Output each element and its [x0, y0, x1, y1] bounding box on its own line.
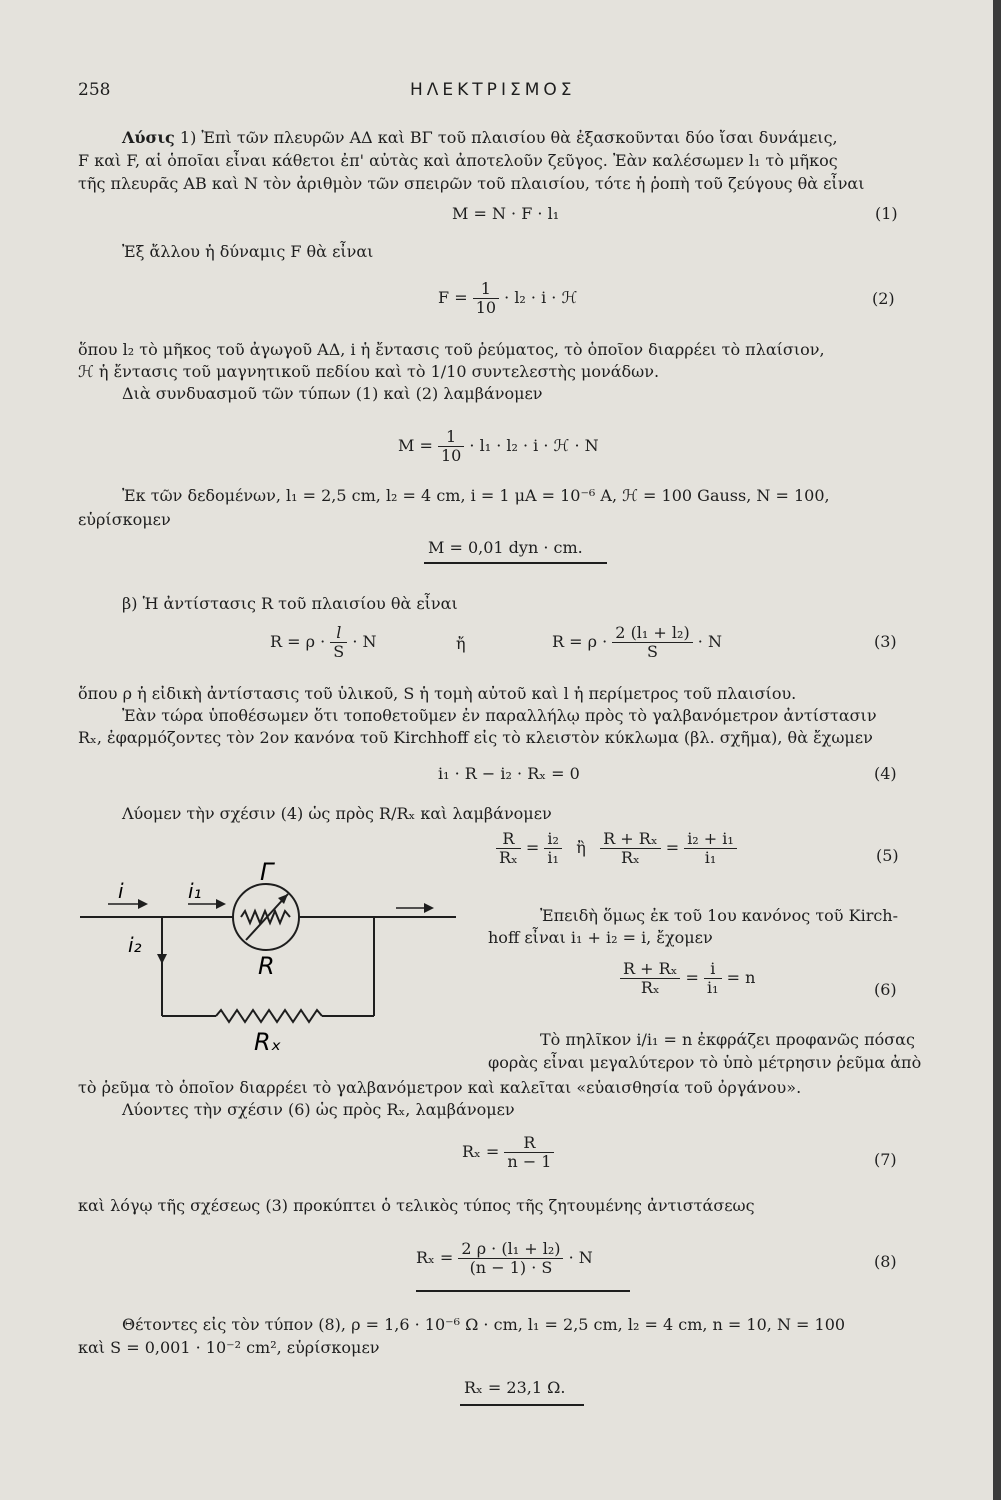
page-edge-shadow [993, 0, 1001, 1500]
equation-6 [620, 960, 755, 997]
numerator: l [336, 623, 342, 642]
fraction [330, 624, 347, 661]
circuit-diagram [78, 860, 478, 1060]
resistor-rx-symbol [216, 1010, 322, 1022]
text-span: 1) Ἐπὶ τῶν πλευρῶν ΑΔ καὶ ΒΓ τοῦ πλαισίου θὰ ἐξασκοῦνται δύο ἴσαι δυνάμεις, [174, 128, 838, 147]
fraction [612, 624, 692, 661]
paragraph-line: Ἐξ ἄλλου ἡ δύναμις F θὰ εἶναι [122, 242, 374, 261]
denominator: Rₓ [620, 978, 680, 997]
denominator: 10 [438, 446, 464, 465]
equation-number: (1) [875, 204, 898, 223]
paragraph-line: Διὰ συνδυασμοῦ τῶν τύπων (1) καὶ (2) λαμβάνομεν [122, 384, 543, 403]
label-i: i [118, 879, 124, 903]
eq-lhs: Rₓ = [416, 1248, 454, 1267]
running-title: ΗΛΕΚΤΡΙΣΜΟΣ [410, 80, 576, 100]
equation-4: i₁ · R − i₂ · Rₓ = 0 [438, 764, 580, 783]
fraction [473, 280, 499, 317]
equation-3b [552, 624, 722, 661]
equation-number: (2) [872, 289, 895, 308]
equation-3a [270, 624, 377, 661]
paragraph-line [122, 128, 838, 148]
paragraph-line: Τὸ πηλῖκον i/i₁ = n ἐκφράζει προφανῶς πόσας [540, 1030, 915, 1049]
equation-2 [438, 280, 577, 317]
equation-1: M = N · F · l₁ [452, 204, 560, 223]
fraction [620, 960, 680, 997]
equation-5 [496, 830, 737, 867]
denominator: Rₓ [496, 848, 521, 867]
paragraph-line: F καὶ F, αἱ ὁποῖαι εἶναι κάθετοι ἐπ' αὐτὰς καὶ ἀποτελοῦν ζεῦγος. Ἐὰν καλέσωμεν l₁ τὸ μῆκος [78, 151, 838, 170]
or-word: ἤ [456, 634, 466, 653]
equals-sign: = [665, 838, 680, 857]
fraction [504, 1134, 554, 1171]
eq-rhs: = n [726, 968, 756, 987]
paragraph-line: εὑρίσκομεν [78, 510, 171, 529]
paragraph-line: hoff εἶναι i₁ + i₂ = i, ἔχομεν [488, 928, 713, 947]
numerator: i [710, 959, 716, 978]
fraction [458, 1240, 563, 1277]
paragraph-line: φορὰς εἶναι μεγαλύτερον τὸ ὑπὸ μέτρησιν ῥεῦμα ἀπὸ [488, 1053, 922, 1072]
numerator: R + Rₓ [623, 959, 678, 978]
eq-lhs: Rₓ = [462, 1142, 500, 1161]
denominator: n − 1 [504, 1152, 554, 1171]
eq-lhs: M = [398, 436, 433, 455]
denominator: Rₓ [600, 848, 660, 867]
paragraph-line: Λύοντες τὴν σχέσιν (6) ὡς πρὸς Rₓ, λαμβάνομεν [122, 1100, 515, 1119]
numerator: i₂ [547, 829, 559, 848]
numerator: 2 ρ · (l₁ + l₂) [461, 1239, 561, 1258]
numerator: 1 [446, 427, 457, 446]
result-moment: M = 0,01 dyn · cm. [428, 538, 583, 557]
paragraph-line: τὸ ῥεῦμα τὸ ὁποῖον διαρρέει τὸ γαλβανόμετρον καὶ καλεῖται «εὐαισθησία τοῦ ὀργάνου». [78, 1078, 802, 1097]
paragraph-line: Rₓ, ἐφαρμόζοντες τὸν 2ον κανόνα τοῦ Kirchhoff εἰς τὸ κλειστὸν κύκλωμα (βλ. σχῆμα), θὰ ἔχωμεν [78, 728, 873, 747]
paragraph-line: ℋ ἡ ἔντασις τοῦ μαγνητικοῦ πεδίου καὶ τὸ 1/10 συντελεστὴς μονάδων. [78, 362, 660, 381]
equation-number: (6) [874, 980, 897, 999]
fraction [438, 428, 464, 465]
eq-lhs: F = [438, 288, 468, 307]
denominator: S [612, 642, 692, 661]
current-i1-arrowhead-icon [216, 899, 226, 909]
numerator: R + Rₓ [603, 829, 658, 848]
eq-rhs: · N [352, 632, 377, 651]
numerator: 2 (l₁ + l₂) [615, 623, 690, 642]
numerator: 1 [480, 279, 491, 298]
fraction [600, 830, 660, 867]
paragraph-line: Ἐκ τῶν δεδομένων, l₁ = 2,5 cm, l₂ = 4 cm, i = 1 μA = 10⁻⁶ A, ℋ = 100 Gauss, N = 100, [122, 486, 830, 505]
label-rx: Rₓ [254, 1028, 282, 1056]
equation-number: (8) [874, 1252, 897, 1271]
paragraph-line: Ἐπειδὴ ὅμως ἐκ τοῦ 1ου κανόνος τοῦ Kirch- [540, 906, 899, 925]
numerator: i₂ + i₁ [687, 829, 734, 848]
eq-lhs: R = ρ · [552, 632, 608, 651]
solution-label: Λύσις [122, 128, 175, 147]
label-i2: i₂ [128, 933, 142, 957]
paragraph-line: καὶ λόγῳ τῆς σχέσεως (3) προκύπτει ὁ τελικὸς τύπος τῆς ζητουμένης ἀντιστάσεως [78, 1196, 755, 1215]
paragraph-line: Λύομεν τὴν σχέσιν (4) ὡς πρὸς R/Rₓ καὶ λαμβάνομεν [122, 804, 552, 823]
eq-lhs: R = ρ · [270, 632, 326, 651]
label-i1: i₁ [188, 879, 202, 903]
equation-8 [416, 1240, 593, 1277]
page-number: 258 [78, 80, 111, 100]
eq-rhs: · l₂ · i · ℋ [504, 288, 578, 307]
equation-7 [462, 1134, 554, 1171]
paragraph-line: ὅπου ρ ἡ εἰδικὴ ἀντίστασις τοῦ ὑλικοῦ, S ἡ τομὴ αὐτοῦ καὶ l ἡ περίμετρος τοῦ πλαισίου. [78, 684, 797, 703]
result-underline [460, 1404, 584, 1406]
eq-rhs: · N [568, 1248, 593, 1267]
result-underline [424, 562, 607, 564]
paragraph-line: Θέτοντες εἰς τὸν τύπον (8), ρ = 1,6 · 10⁻⁶ Ω · cm, l₁ = 2,5 cm, l₂ = 4 cm, n = 10, N = 100 [122, 1315, 846, 1334]
equation-number: (3) [874, 632, 897, 651]
label-gamma: Γ [260, 860, 274, 886]
label-r: R [258, 952, 275, 980]
denominator: (n − 1) · S [458, 1258, 563, 1277]
denominator: i₁ [704, 978, 722, 997]
denominator: S [330, 642, 347, 661]
fraction [684, 830, 737, 867]
paragraph-line: ὅπου l₂ τὸ μῆκος τοῦ ἀγωγοῦ ΑΔ, i ἡ ἔντασις τοῦ ῥεύματος, τὸ ὁποῖον διαρρέει τὸ πλαίσιον, [78, 340, 825, 359]
galvanometer-resistor-symbol [241, 911, 290, 923]
paragraph-line: τῆς πλευρᾶς ΑΒ καὶ Ν τὸν ἀριθμὸν τῶν σπειρῶν τοῦ πλαισίου, τότε ἡ ῥοπὴ τοῦ ζεύγους θὰ εἶναι [78, 174, 865, 193]
paragraph-line: β) Ἡ ἀντίστασις R τοῦ πλαισίου θὰ εἶναι [122, 594, 458, 613]
denominator: 10 [473, 298, 499, 317]
equation-number: (5) [876, 846, 899, 865]
denominator: i₁ [684, 848, 737, 867]
numerator: R [523, 1133, 536, 1152]
or-word: ἢ [576, 838, 586, 857]
fraction [544, 830, 562, 867]
paragraph-line: καὶ S = 0,001 · 10⁻² cm², εὑρίσκομεν [78, 1338, 380, 1357]
equals-sign: = [525, 838, 540, 857]
fraction [496, 830, 521, 867]
equation-number: (4) [874, 764, 897, 783]
output-arrowhead-icon [424, 903, 434, 913]
paragraph-line: Ἐὰν τώρα ὑποθέσωμεν ὅτι τοποθετοῦμεν ἐν παραλλήλῳ πρὸς τὸ γαλβανόμετρον ἀντίστασιν [122, 706, 877, 725]
current-i2-arrowhead-icon [157, 954, 167, 964]
equals-sign: = [685, 968, 699, 987]
eq-rhs: · l₁ · l₂ · i · ℋ · N [469, 436, 599, 455]
result-resistance: Rₓ = 23,1 Ω. [464, 1378, 566, 1397]
equation-moment [398, 428, 599, 465]
numerator: R [502, 829, 515, 848]
equation-number: (7) [874, 1150, 897, 1169]
formula-underline [416, 1290, 630, 1292]
eq-rhs: · N [697, 632, 722, 651]
fraction [704, 960, 722, 997]
current-i-arrowhead-icon [138, 899, 148, 909]
denominator: i₁ [544, 848, 562, 867]
